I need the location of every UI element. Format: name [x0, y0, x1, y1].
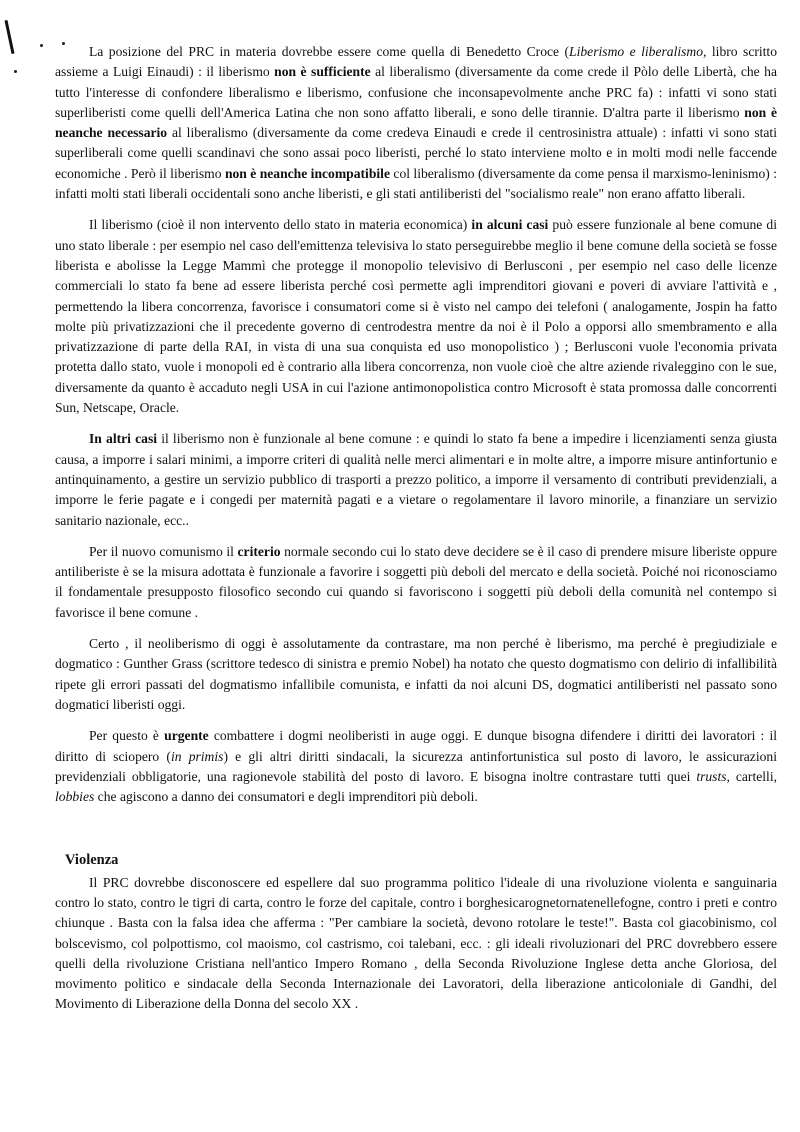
text-run: Per il nuovo comunismo il [89, 543, 238, 559]
text-run: che agiscono a danno dei consumatori e degli imprenditori più deboli. [94, 789, 478, 805]
text-run: Il liberismo (cioè il non intervento dello stato in materia economica) [89, 217, 472, 233]
paragraph [55, 429, 777, 530]
text-run: il liberismo non è funzionale al bene comune : e quindi lo stato fa bene a impedire i licenziamenti senza giusta causa, a imporre i salari minimi, a imporre criteri di qualità nelle merci alimentari e in molte altre, a imporre misure antinfortunio e antinquinamento, a gestire un servizio pubblico di trasporti a prezzo politico, a imporre il versamento di contributi previdenziali, a imporre le ferie pagate e i congedi per maternità pagati e a vietare o regolamentare il lavoro minorile, a finanziare un servizio sanitario nazionale, ecc.. [55, 431, 777, 528]
bold-text: In altri casi [89, 431, 158, 447]
text-run: ) e gli altri diritti sindacali, la sicurezza antinfortunistica sul posto di lavoro, le assicurazioni previdenziali obbligatorie, una ragionevole stabilità del posto di lavoro. E bisogna inoltre contrastare tutti quei [55, 748, 777, 784]
ink-dot [40, 44, 43, 47]
text-run: al liberalismo (diversamente da come credeva Einaudi e crede il centrosinistra attuale) : infatti vi sono stati superliberali come quelli scandinavi che sono assai poco liberisti, perché lo stato interviene molto e in molti modi nelle faccende economiche . Però il liberismo [55, 125, 777, 181]
paragraph [55, 634, 777, 715]
text-run: Il PRC dovrebbe disconoscere ed espellere dal suo programma politico l'ideale di una rivoluzione violenta e sanguinaria contro lo stato, contro le tigri di carta, contro le forze del capitale, contro i borghesicarognetornatenellefogne, contro i preti e contro chiunque . Basta con la falsa idea che afferma : "Per cambiare la società, devono rotolare le teste!". Basta col giacobinismo, col bolscevismo, col polpottismo, col maoismo, col castrismo, coi talebani, ecc. : gli ideali rivoluzionari del PRC dovrebbero essere quelli della rivoluzione Cristiana nell'antico Impero Romano , della Seconda Rivoluzione Inglese detta anche Gloriosa, del movimento politico e sindacale della Seconda Internazionale dei Lavoratori, della liberazione anticoloniale di Gandhi, del Movimento di Liberazione della Donna del secolo XX . [55, 874, 777, 1012]
document-body [55, 42, 777, 1026]
paragraph [55, 215, 777, 418]
bold-text: criterio [237, 543, 281, 559]
text-run: normale secondo cui lo stato deve decidere se è il caso di prendere misure liberiste oppure antiliberiste è se la misura adottata è funzionale a favorire i soggetti più deboli del mercato e della società. Poiché noi riconosciamo il fondamentale presupposto filosofico secondo cui quando si favoriscono i soggetti più deboli della comunità nel contempo si favorisce il bene comune . [55, 543, 777, 620]
text-run: Certo , il neoliberismo di oggi è assolutamente da contrastare, ma non perché è liberismo, ma perché è pregiudiziale e dogmatico : Gunther Grass (scrittore tedesco di sinistra e premio Nobel) ha notato che questo dogmatismo con delirio di infallibilità ripete gli errori passati del dogmatismo infallibile comunista, e infatti da noi alcuni DS, dogmatici antiliberisti nel passato sono dogmatici liberisti oggi. [55, 636, 777, 712]
bold-text: urgente [164, 728, 209, 744]
paragraph [55, 726, 777, 807]
bold-text: non è sufficiente [274, 64, 371, 80]
text-run: combattere i dogmi neoliberisti in auge oggi. E dunque bisogna difendere i diritti dei lavoratori : il diritto di sciopero ( [55, 728, 778, 764]
text-run: Per questo è [89, 728, 165, 744]
text-run: col liberalismo (diversamente da come pensa il marxismo-leninismo) : infatti molti stati liberali occidentali sono anche liberisti, e gli stati antiliberisti del "socialismo reale" non erano affatto liberali. [55, 165, 778, 202]
ink-dot [14, 70, 17, 73]
italic-text: lobbies [55, 789, 95, 805]
bold-text: non è neanche incompatibile [224, 165, 390, 181]
paragraph [55, 542, 777, 623]
section-heading: Violenza [65, 852, 119, 869]
text-run: libro scritto assieme a Luigi Einaudi) : il liberismo [55, 44, 778, 80]
text-run: , cartelli, [726, 768, 777, 784]
paragraph [55, 42, 777, 204]
bold-text: non è neanche necessario [55, 104, 777, 141]
paragraph [55, 873, 777, 1015]
italic-text: in primis [170, 748, 224, 764]
text-run: La posizione del PRC in materia dovrebbe essere come quella di Benedetto Croce ( [89, 44, 570, 59]
bold-text: in alcuni casi [471, 217, 549, 233]
pen-mark [4, 20, 14, 54]
italic-text: Liberismo e liberalismo, [569, 44, 707, 59]
text-run: al liberalismo (diversamente da come crede il Pòlo delle Libertà, che ha tutto l'interesse di confondere liberalismo e liberismo, confusione che inconsapevolmente anche PRC fa) : infatti vi sono stati superliberisti come quelli dell'America Latina che non sono affatto liberali, e sono delle tirannie. D'altra parte il liberismo [55, 64, 777, 120]
text-run: può essere funzionale al bene comune di uno stato liberale : per esempio nel caso dell'emittenza televisiva lo stato perseguirebbe meglio il bene comune della società se fosse liberista e abolisse la Legge Mammì che protegge il monopolio televisivo di Berlusconi , per esempio nel caso delle licenze commerciali lo stato fa bene ad essere liberista perché così permette agli imprenditori giovani e poveri di avviare l'attività e , permettendo la libera concorrenza, favorisce i consumatori come si è visto nel campo dei telefoni ( analogamente, Jospin ha fatto molte più privatizzazioni che il precedente governo di centrodestra mentre da noi è il Polo a opporsi allo smembramento e alla privatizzazione di parte della RAI, in vista di una sua conquista ed uso monopolistico ) ; Berlusconi vuole l'economia privata protetta dallo stato, vuole i monopoli ed è contrario alla libera concorrenza, non vuole cioè che altre aziende rivaleggino con le sue, diversamente da quanto è accaduto negli USA in cui l'azione antimonopolistica contro Microsoft è stata promossa dalle concorrenti Sun, Netscape, Oracle. [55, 217, 777, 416]
italic-text: trusts [696, 768, 727, 784]
